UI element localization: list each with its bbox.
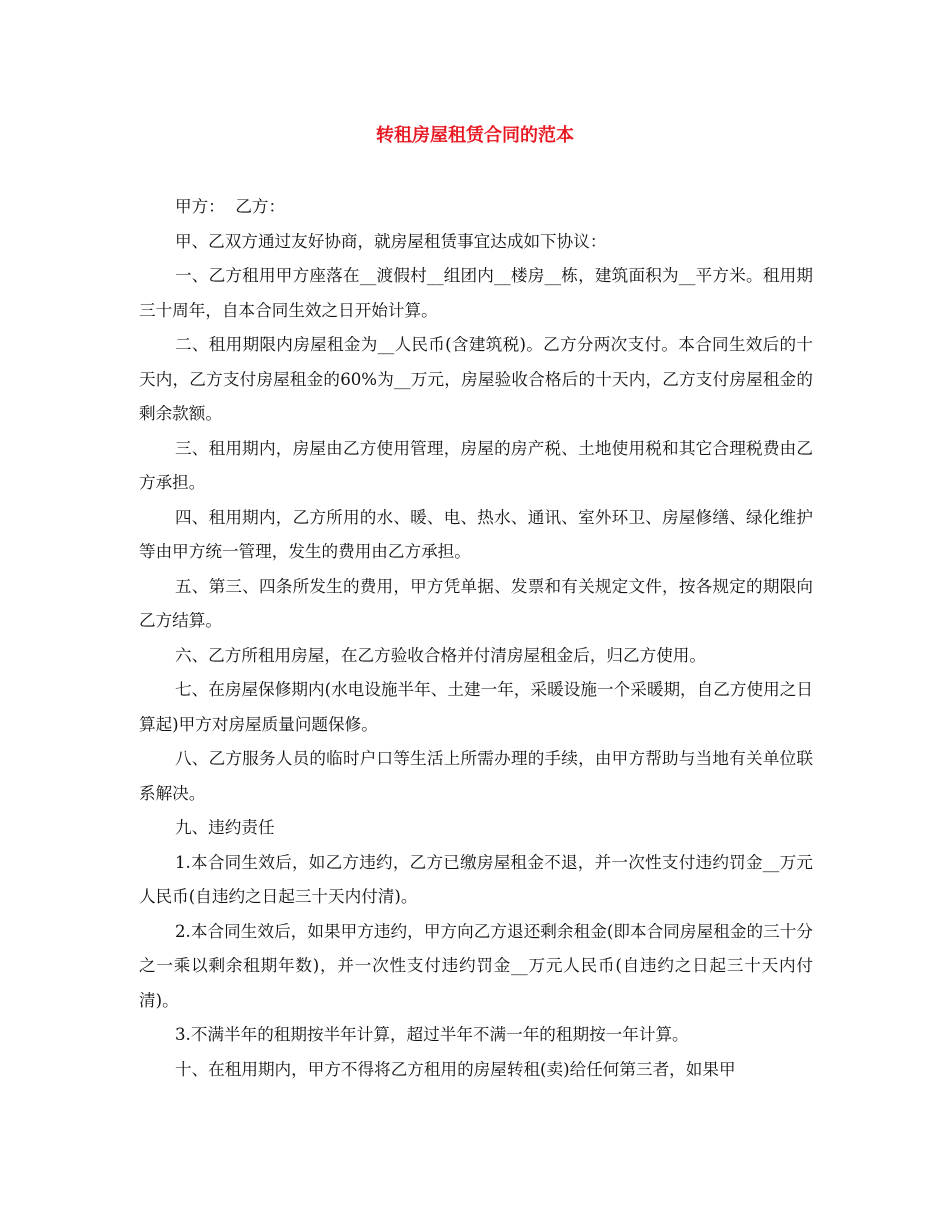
clause-9-item-2: 2.本合同生效后，如果甲方违约，甲方向乙方退还剩余租金(即本合同房屋租金的三十分之一乘以剩余租期年数)，并一次性支付违约罚金__万元人民币(自违约之日起三十天内付清)。 <box>139 921 813 1010</box>
document-body <box>139 190 813 1087</box>
clause-9-item-3: 3.不满半年的租期按半年计算，超过半年不满一年的租期按一年计算。 <box>175 1025 689 1044</box>
clause-3: 三、租用期内，房屋由乙方使用管理，房屋的房产税、土地使用税和其它合理税费由乙方承担。 <box>139 438 813 492</box>
clause-5: 五、第三、四条所发生的费用，甲方凭单据、发票和有关规定文件，按各规定的期限向乙方结算。 <box>139 576 813 630</box>
clause-1: 一、乙方租用甲方座落在__渡假村__组团内__楼房__栋，建筑面积为__平方米。租用期三十周年，自本合同生效之日开始计算。 <box>139 266 813 320</box>
clause-6: 六、乙方所租用房屋，在乙方验收合格并付清房屋租金后，归乙方使用。 <box>175 645 706 665</box>
preamble-paragraph: 甲、乙双方通过友好协商，就房屋租赁事宜达成如下协议： <box>175 231 607 251</box>
clause-10: 十、在租用期内，甲方不得将乙方租用的房屋转租(卖)给任何第三者，如果甲 <box>175 1059 736 1079</box>
clause-9-heading: 九、违约责任 <box>175 818 275 837</box>
clause-9-item-1: 1.本合同生效后，如乙方违约，乙方已缴房屋租金不退，并一次性支付违约罚金__万元人民币(自违约之日起三十天内付清)。 <box>139 852 813 906</box>
party-line: 甲方： 乙方： <box>175 197 286 216</box>
document-title: 转租房屋租赁合同的范本 <box>376 125 574 146</box>
clause-8: 八、乙方服务人员的临时户口等生活上所需办理的手续，由甲方帮助与当地有关单位联系解决。 <box>139 749 813 803</box>
clause-7: 七、在房屋保修期内(水电设施半年、土建一年，采暖设施一个采暖期，自乙方使用之日算起)甲方对房屋质量问题保修。 <box>139 680 813 734</box>
clause-4: 四、租用期内，乙方所用的水、暖、电、热水、通讯、室外环卫、房屋修缮、绿化维护等由甲方统一管理，发生的费用由乙方承担。 <box>139 507 813 561</box>
clause-2: 二、租用期限内房屋租金为__人民币(含建筑税)。乙方分两次支付。本合同生效后的十天内，乙方支付房屋租金的60%为__万元，房屋验收合格后的十天内，乙方支付房屋租金的剩余款额。 <box>139 335 813 423</box>
